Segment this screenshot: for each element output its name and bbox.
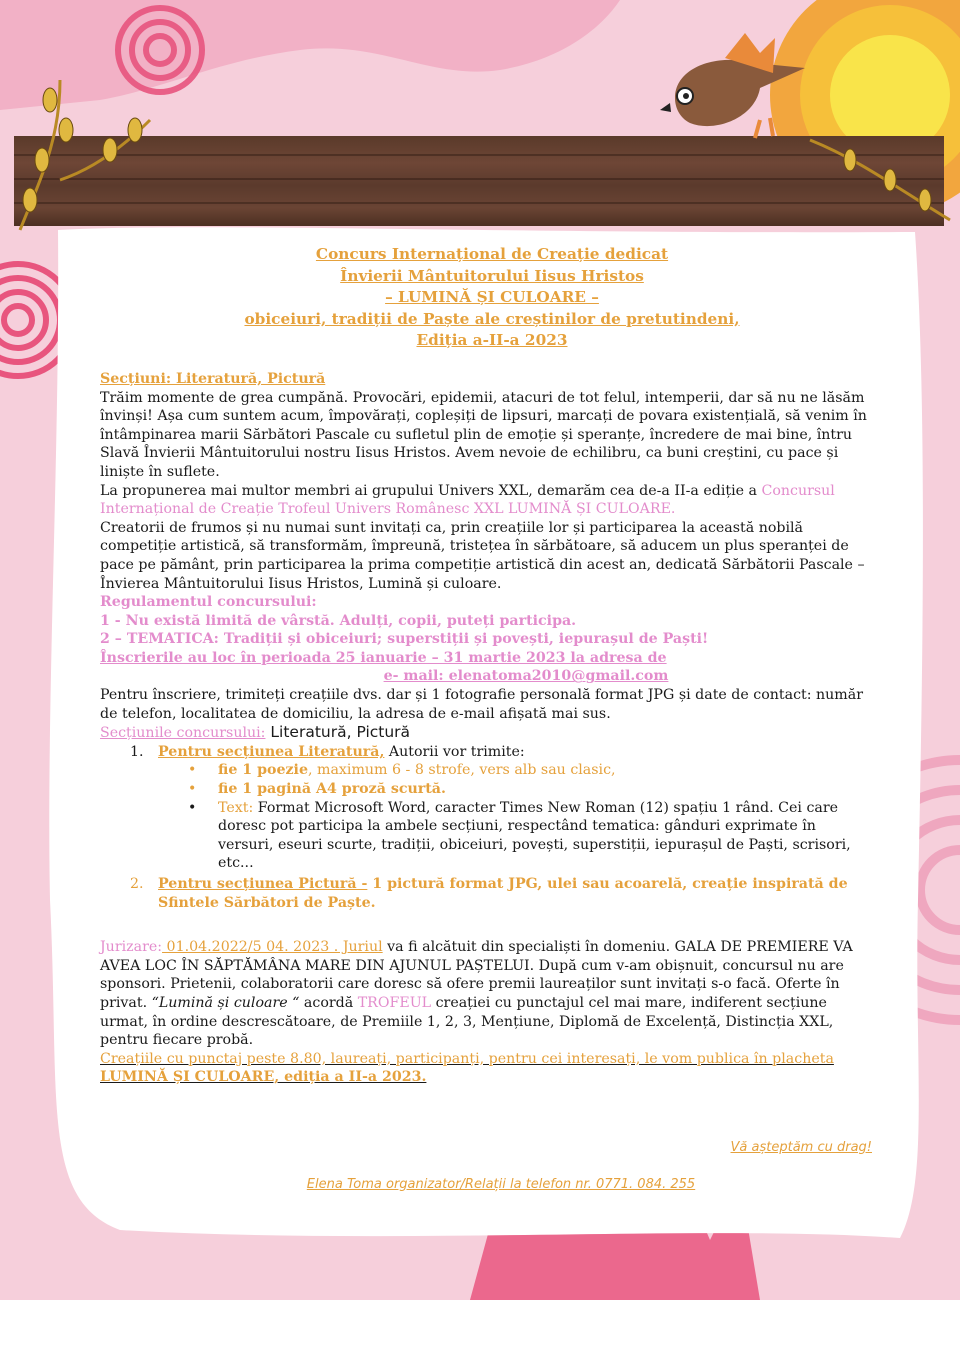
invitation-paragraph: Creatorii de frumos și nu numai sunt invitați ca, prin creațiile lor și participarea la această nobilă competiție artistică, să transformăm, împreună, tristețea în sărbătoare, să aducem un plus speranței de pace pe pământ, prin participarea la prima competiție artistică din acest an, dedicată Sărbătorii Pascale – Învierea Mântuitorului Iisus Hristos, Lumină și culoare. — [100, 519, 865, 592]
text-label: Text: — [218, 799, 254, 816]
painting-label: Pentru secțiunea Pictură - — [158, 876, 368, 892]
title-line: Concurs Internațional de Creație dedicat — [315, 245, 669, 263]
list-number: 1. — [130, 743, 144, 760]
poem-label: fie 1 poezie — [218, 762, 308, 779]
sections-heading: Secțiuni: Literatură, Pictură — [100, 370, 326, 387]
bullet-poem — [100, 761, 872, 780]
publish-paragraph — [100, 1050, 872, 1087]
contest-sections — [100, 723, 872, 743]
jury-text-2: acordă — [299, 994, 358, 1011]
jury-text: va fi alcătuit din specialiști în domeniu. GALA DE PREMIERE VA AVEA LOC ÎN SĂPTĂMÂNA MARE DIN AJUNUL PAȘTELUI. După cum v-am obișnuit, concursul nu are sponsori. Prietenii, colaboratorii care doresc să ofere premii laureaților sunt invitați s-o facă. Oferte în privat. — [100, 939, 853, 1011]
rules-heading: Regulamentul concursului: — [100, 594, 317, 611]
title-line: Ediția a-II-a 2023 — [416, 331, 568, 350]
title-line: Învierii Mântuitorului Iisus Hristos — [340, 266, 644, 285]
rule-1: 1 - Nu există limită de vârstă. Adulți, copii, puteți participa. — [100, 612, 577, 629]
title-line: obiceiuri, tradiții de Paște ale creștinilor de pretutindeni, — [244, 309, 740, 328]
list-number: 2. — [130, 876, 144, 892]
signoff: Vă așteptăm cu drag! — [730, 1139, 872, 1155]
publish-title: LUMINĂ ȘI CULOARE, ediția a II-a 2023. — [100, 1069, 427, 1086]
list-item-painting — [100, 875, 872, 912]
proposal-paragraph — [100, 482, 872, 519]
contest-sections-value: Literatură, Pictură — [265, 723, 411, 742]
rule-2: 2 – TEMATICA: Tradiții și obiceiuri; superstiții și povești, iepurașul de Paști! — [100, 631, 709, 648]
title-line: – LUMINĂ ȘI CULOARE – — [385, 288, 599, 307]
contact-email[interactable]: e- mail: elenatoma2010@gmail.com — [383, 668, 669, 685]
trophy-label: TROFEUL — [357, 994, 432, 1011]
bullet-text — [100, 799, 872, 873]
submission-paragraph: Pentru înscriere, trimiteți creațiile dvs. dar și 1 fotografie personală format JPG și date de contact: număr de telefon, localitatea de domiciliu, la adresa de e-mail afișată mai sus. — [100, 687, 863, 722]
publish-text: Creațiile cu punctaj peste 8.80, laureați, participanți, pentru cei interesați, le vom publica în placheta — [100, 1050, 834, 1067]
bullet-icon: • — [188, 799, 197, 816]
painting-rest: 1 pictură format JPG, ulei sau acoarelă, creație inspirată de Sfintele Sărbători de Paște. — [158, 876, 848, 911]
left-vine-icon — [0, 60, 180, 240]
registration-period: Înscrierile au loc în perioada 25 ianuarie – 31 martie 2023 la adresa de — [100, 649, 667, 666]
jury-quote: “Lumină și culoare “ — [151, 994, 300, 1011]
text-rest: Format Microsoft Word, caracter Times New Roman (12) spațiu 1 rând. Cei care doresc pot participa la ambele secțiuni, respectând tematica: gânduri exprimate în versuri, eseuri scurte, tradiții, obiceiuri, povești, superstiții, iepurașul de Paști, scrisori, etc... — [218, 799, 851, 872]
literature-label: Pentru secțiunea Literatură, — [158, 743, 385, 760]
prose-label: fie 1 pagină A4 proză scurtă. — [218, 781, 446, 798]
bullet-icon: • — [188, 781, 197, 798]
document-body — [100, 244, 872, 1194]
jury-dates: 01.04.2022/5 04. 2023 . Juriul — [162, 939, 383, 956]
contest-name: Concursul Internațional de Creație Trofeul Univers Românesc XXL LUMINĂ ȘI CULOARE. — [100, 482, 835, 518]
page-title — [112, 244, 872, 352]
jury-text-3: creației cu punctajul cel mai mare, indiferent secțiune urmat, în ordine descrescătoare, de Premiile 1, 2, 3, Mențiune, Diplomă de Excelență, Distincția XXL, pentru fiecare probă. — [100, 994, 834, 1049]
proposal-text: La propunerea mai multor membri ai grupului Univers XXL, demarăm cea de-a II-a ediție a — [100, 482, 762, 499]
jury-paragraph — [100, 938, 872, 1050]
poem-rest: , maximum 6 - 8 strofe, vers alb sau clasic, — [307, 762, 616, 779]
intro-paragraph: Trăim momente de grea cumpănă. Provocări, epidemii, atacuri de tot felul, intemperii, dar să nu ne lăsăm învinși! Așa cum suntem acum, împovărați, copleșiți de lipsuri, marcați de povara existențială, să venim în întâmpinarea marii Sărbători Pascale cu sufletul plin de emoție și speranțe, încredere de mai bine, întru Slavă Învierii Mântuitorului nostru Iisus Hristos. Avem nevoie de echilibru, ca buni creștini, cu pace și liniște în suflete. — [100, 389, 867, 480]
bird-icon — [655, 28, 825, 143]
jury-label: Jurizare: — [100, 939, 163, 956]
bullet-icon: • — [188, 762, 197, 779]
literature-rest: Autorii vor trimite: — [384, 743, 525, 760]
list-item-literature — [100, 743, 872, 762]
signature: Elena Toma organizator/Relații la telefon nr. 0771. 084. 255 — [306, 1176, 696, 1192]
bullet-prose — [100, 780, 872, 799]
contest-sections-label: Secțiunile concursului: — [100, 725, 266, 742]
